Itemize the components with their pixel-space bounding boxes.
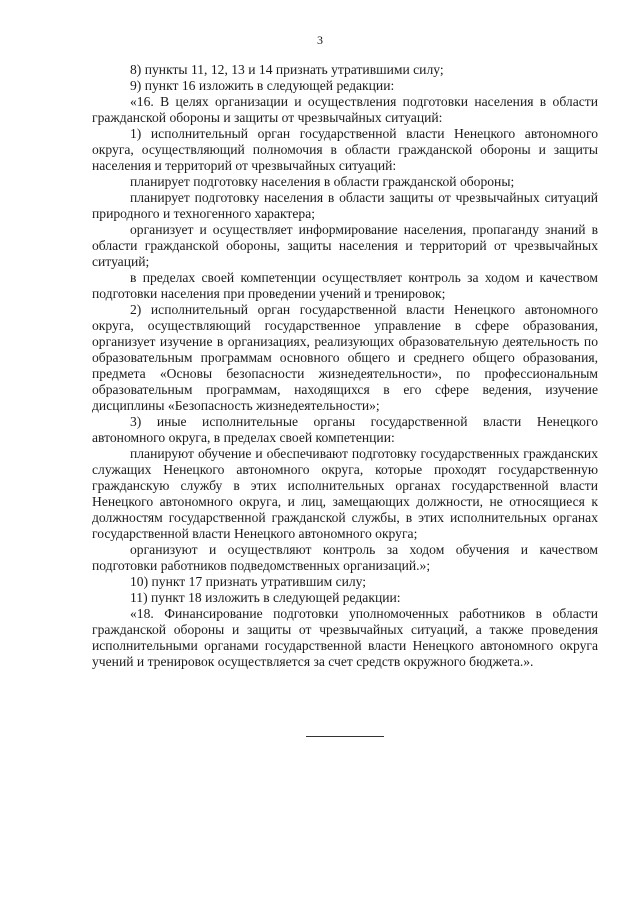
duty-control-staff-training-paragraph: организуют и осуществляют контроль за ходом обучения и качеством подготовки работников подведомственных организаций.»; bbox=[92, 542, 598, 573]
clause-18-paragraph: «18. Финансирование подготовки уполномоченных работников в области гражданской обороны и защиты от чрезвычайных ситуаций, а также проведения исполнительными органами государственной власти Ненецкого автономного округа учений и тренировок осуществляется за счет средств окружного бюджета.». bbox=[92, 606, 598, 669]
end-of-text-rule bbox=[306, 736, 384, 737]
clause-16-subitem-2-paragraph: 2) исполнительный орган государственной власти Ненецкого автономного округа, осуществляющий государственное управление в сфере образования, организует изучение в организациях, реализующих образовательную деятельность по образовательным программам основного общего и среднего общего образования, предмета «Основы безопасности жизнедеятельности», по профессиональным образовательным программам, находящихся в его сфере ведения, изучение дисциплины «Безопасность жизнедеятельности»; bbox=[92, 302, 598, 413]
duty-control-training-paragraph: в пределах своей компетенции осуществляет контроль за ходом и качеством подготовки населения при проведении учений и тренировок; bbox=[92, 270, 598, 301]
item-10-paragraph: 10) пункт 17 признать утратившим силу; bbox=[130, 574, 367, 589]
duty-inform-population-paragraph: организует и осуществляет информирование населения, пропаганду знаний в области гражданской обороны, защиты населения и территорий от чрезвычайных ситуаций; bbox=[92, 222, 598, 269]
clause-16-intro-paragraph: «16. В целях организации и осуществления подготовки населения в области гражданской обороны и защиты от чрезвычайных ситуаций: bbox=[92, 94, 598, 125]
duty-plan-emergency-paragraph: планирует подготовку населения в области защиты от чрезвычайных ситуаций природного и техногенного характера; bbox=[92, 190, 598, 221]
duty-plan-staff-training-paragraph: планируют обучение и обеспечивают подготовку государственных гражданских служащих Ненецкого автономного округа, которые проходят государственную гражданскую службу в этих исполнительных органах государственной власти Ненецкого автономного округа, и лиц, замещающих должности, не относящиеся к должностям государственной гражданской службы, в этих исполнительных органах государственной власти Ненецкого автономного округа; bbox=[92, 446, 598, 541]
clause-16-subitem-3-paragraph: 3) иные исполнительные органы государственной власти Ненецкого автономного округа, в пределах своей компетенции: bbox=[92, 414, 598, 445]
document-body bbox=[92, 62, 598, 670]
page-number: 3 bbox=[317, 33, 323, 47]
clause-16-subitem-1-paragraph: 1) исполнительный орган государственной власти Ненецкого автономного округа, осуществляющий полномочия в области гражданской обороны и защиты населения и территорий от чрезвычайных ситуаций: bbox=[92, 126, 598, 173]
item-11-paragraph: 11) пункт 18 изложить в следующей редакции: bbox=[130, 590, 401, 605]
item-8-paragraph: 8) пункты 11, 12, 13 и 14 признать утратившими силу; bbox=[130, 62, 444, 77]
duty-plan-civil-defense-paragraph: планирует подготовку населения в области гражданской обороны; bbox=[130, 174, 515, 189]
item-9-paragraph: 9) пункт 16 изложить в следующей редакции: bbox=[130, 78, 395, 93]
